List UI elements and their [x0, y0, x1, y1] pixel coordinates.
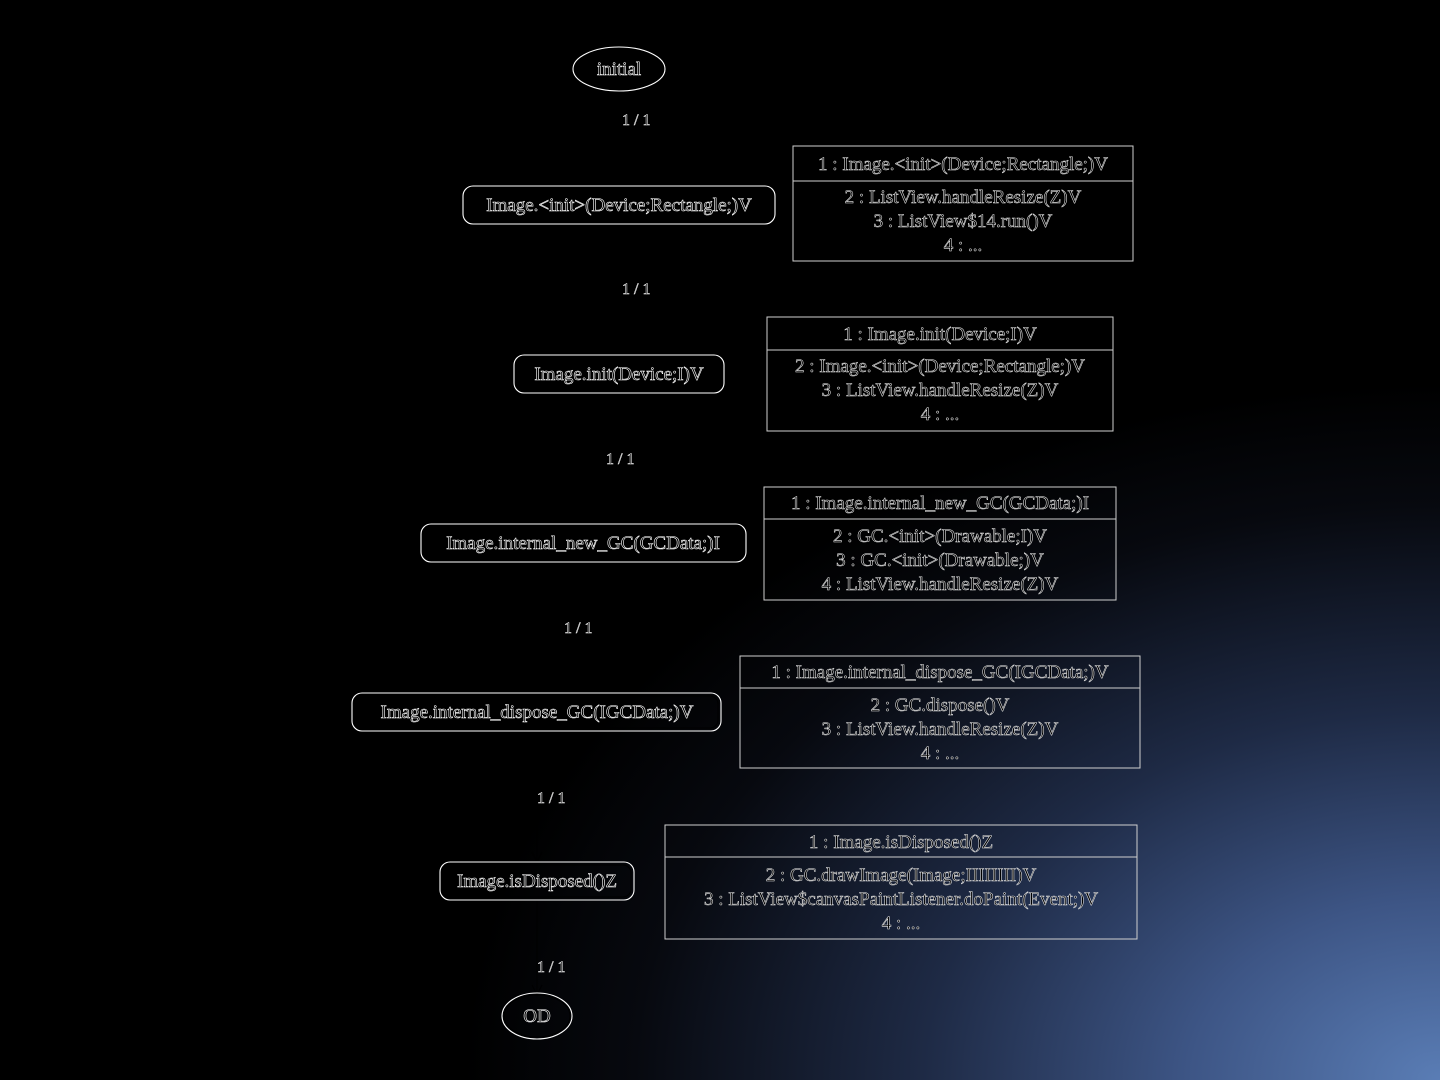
- edge-disposegc-to-isdisposed: [532, 731, 565, 862]
- edge-newgc-to-disposegc: [539, 562, 592, 693]
- stack-box-header: 1 : Image.internal_dispose_GC(IGCData;)V: [771, 662, 1109, 683]
- edge-label: 1 / 1: [622, 112, 651, 129]
- node-label: Image.internal_dispose_GC(IGCData;)V: [380, 702, 694, 723]
- node-internal-new-gc[interactable]: [421, 524, 746, 562]
- stack-box-line: 2 : GC.dispose()V: [870, 695, 1010, 716]
- stack-box-line: 2 : GC.drawImage(Image;IIIIIIII)V: [765, 865, 1037, 886]
- edge-label: 1 / 1: [564, 620, 593, 637]
- stack-box-line: 3 : ListView$canvasPaintListener.doPaint(Event;)V: [703, 889, 1099, 910]
- edge-initial-to-ctor: [614, 90, 650, 186]
- edge-label: 1 / 1: [537, 959, 566, 976]
- stack-box-line: 4 : ...: [920, 743, 960, 764]
- stack-box-line: 2 : ListView.handleResize(Z)V: [844, 187, 1082, 208]
- node-od[interactable]: [502, 993, 572, 1039]
- edge-label: 1 / 1: [537, 790, 566, 807]
- stack-box-line: 3 : ListView.handleResize(Z)V: [821, 719, 1059, 740]
- node-label: Image.init(Device;I)V: [534, 364, 704, 385]
- stack-box-2: [767, 317, 1113, 431]
- stack-box-line: 4 : ...: [881, 913, 921, 934]
- stack-box-line: 3 : ListView$14.run()V: [873, 211, 1053, 232]
- node-internal-dispose-gc[interactable]: [352, 693, 721, 731]
- node-label: initial: [596, 59, 642, 80]
- node-image-init-ctor[interactable]: [463, 186, 775, 224]
- stack-box-line: 4 : ...: [920, 404, 960, 425]
- stack-box-line: 3 : GC.<init>(Drawable;)V: [836, 550, 1044, 571]
- edge-isdisposed-to-od: [532, 900, 565, 995]
- node-label: Image.<init>(Device;Rectangle;)V: [486, 195, 752, 216]
- node-label: Image.internal_new_GC(GCData;)I: [446, 533, 720, 554]
- stack-box-line: 2 : GC.<init>(Drawable;I)V: [832, 526, 1048, 547]
- stack-box-line: 3 : ListView.handleResize(Z)V: [821, 380, 1059, 401]
- edge-label: 1 / 1: [606, 451, 635, 468]
- node-label: Image.isDisposed()Z: [457, 871, 617, 892]
- stack-box-line: 4 : ListView.handleResize(Z)V: [821, 574, 1059, 595]
- stack-box-4: [740, 656, 1140, 768]
- stack-box-header: 1 : Image.internal_new_GC(GCData;)I: [790, 493, 1090, 514]
- stack-box-3: [764, 487, 1116, 600]
- edge-ctor-to-init: [614, 224, 650, 355]
- node-image-init[interactable]: [514, 355, 724, 393]
- edge-init-to-newgc: [585, 393, 634, 524]
- node-initial[interactable]: [573, 47, 665, 91]
- stack-box-header: 1 : Image.<init>(Device;Rectangle;)V: [818, 154, 1108, 175]
- node-is-disposed[interactable]: [440, 862, 634, 900]
- stack-box-line: 2 : Image.<init>(Device;Rectangle;)V: [795, 356, 1085, 377]
- stack-box-1: [793, 146, 1133, 261]
- stack-box-header: 1 : Image.isDisposed()Z: [808, 832, 994, 853]
- edge-label: 1 / 1: [622, 281, 651, 298]
- stack-box-5: [665, 825, 1137, 939]
- stack-box-header: 1 : Image.init(Device;I)V: [843, 324, 1037, 345]
- node-label: OD: [523, 1006, 551, 1027]
- stack-box-line: 4 : ...: [943, 235, 983, 256]
